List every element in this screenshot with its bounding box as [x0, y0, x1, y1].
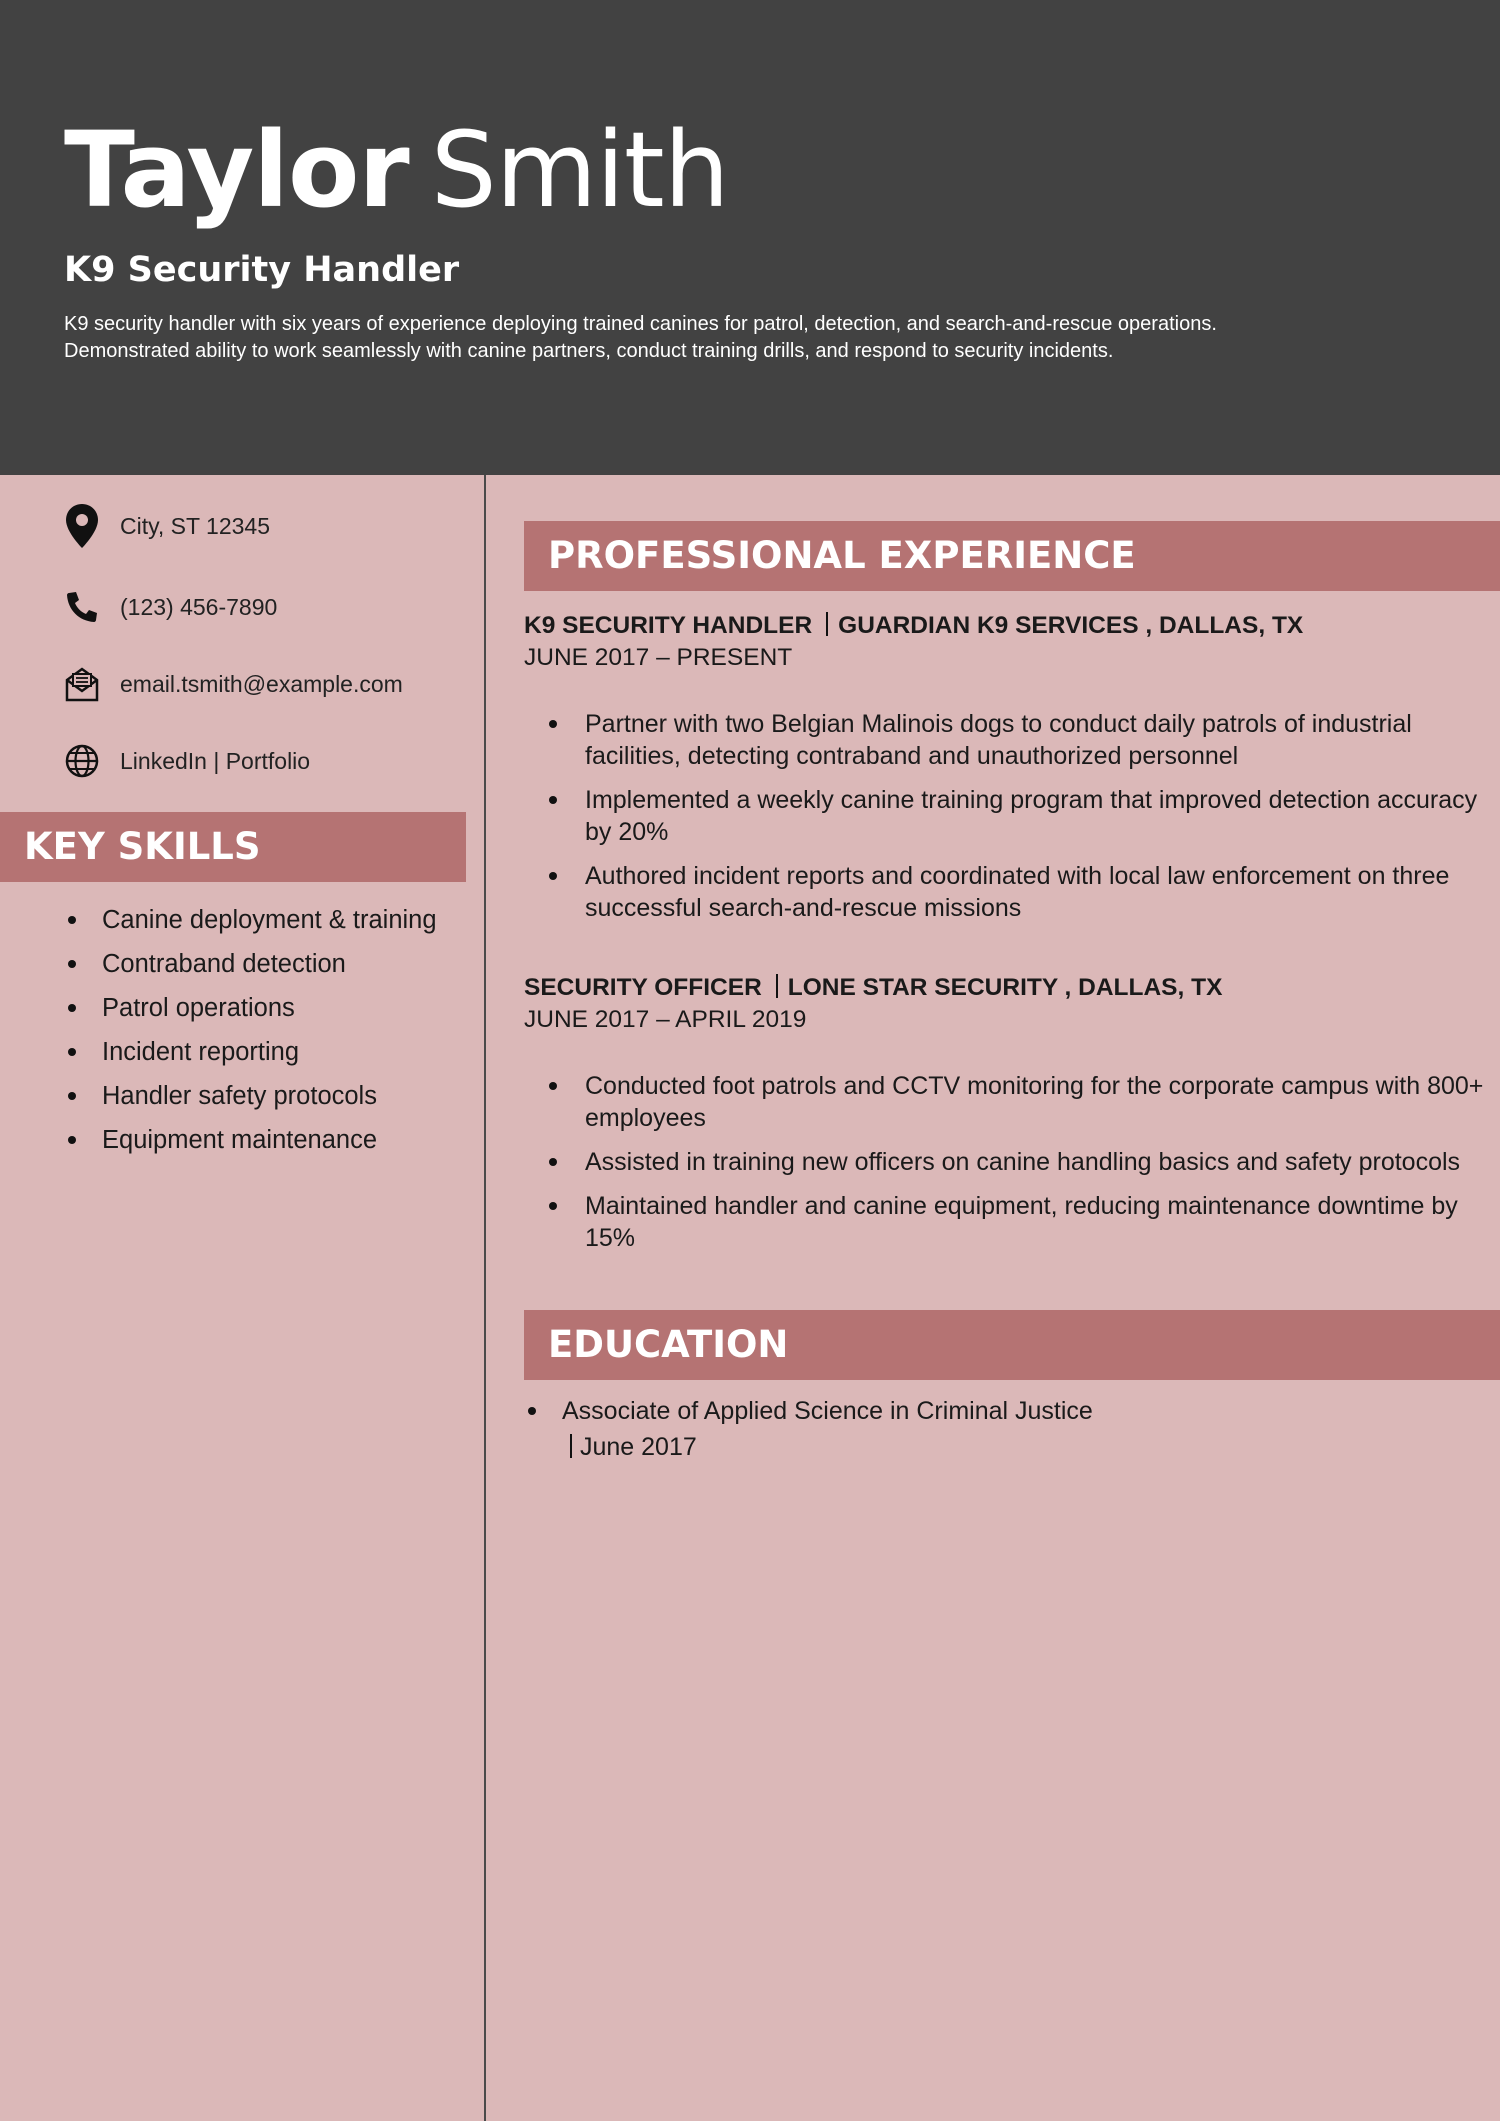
education-degree: Associate of Applied Science in Criminal Justice [524, 1393, 1484, 1429]
job-header [524, 972, 1484, 1004]
job-dates: JUNE 2017 – PRESENT [524, 644, 793, 671]
key-skills-heading: KEY SKILLS [0, 812, 466, 882]
contact-location [64, 502, 270, 550]
summary-line: Demonstrated ability to work seamlessly with canine partners, conduct training drills, and respond to security incidents. [64, 340, 1114, 362]
job-bullets [524, 1070, 1484, 1266]
job-bullet: Conducted foot patrols and CCTV monitoring for the corporate campus with 800+ employees [524, 1070, 1484, 1134]
job-bullet: Partner with two Belgian Malinois dogs to conduct daily patrols of industrial facilities, detecting contraband and unauthorized personnel [524, 708, 1484, 772]
job-bullet: Maintained handler and canine equipment, reducing maintenance downtime by 15% [524, 1190, 1484, 1254]
job-title: K9 Security Handler [64, 250, 460, 290]
first-name: Taylor [64, 109, 409, 231]
separator [776, 974, 778, 998]
skill-item: Patrol operations [64, 986, 464, 1030]
column-divider [484, 475, 486, 2121]
education-date-row [524, 1429, 1484, 1465]
job-header [524, 610, 1484, 642]
job-position: K9 SECURITY HANDLER [524, 612, 813, 639]
contact-links [64, 737, 310, 785]
job-dates: JUNE 2017 – APRIL 2019 [524, 1006, 807, 1033]
mail-icon [64, 662, 100, 706]
location-text: City, ST 12345 [120, 512, 271, 539]
job-entry [524, 610, 1484, 922]
education-entry [524, 1393, 1484, 1465]
education-heading: EDUCATION [524, 1310, 1500, 1380]
skill-item: Incident reporting [64, 1030, 464, 1074]
phone-text: (123) 456-7890 [120, 593, 278, 620]
links-text: LinkedIn | Portfolio [120, 747, 311, 774]
job-bullet: Assisted in training new officers on canine handling basics and safety protocols [524, 1146, 1484, 1178]
skill-item: Contraband detection [64, 942, 464, 986]
contact-email [64, 660, 403, 708]
separator [826, 612, 828, 636]
summary [64, 311, 1444, 365]
job-position: SECURITY OFFICER [524, 974, 762, 1001]
contact-phone [64, 583, 277, 631]
skill-item: Canine deployment & training [64, 898, 464, 942]
job-company: LONE STAR SECURITY , DALLAS, TX [787, 974, 1223, 1001]
experience-heading: PROFESSIONAL EXPERIENCE [524, 521, 1500, 591]
phone-icon [64, 585, 100, 629]
candidate-name [64, 100, 729, 240]
last-name: Smith [430, 109, 729, 231]
job-entry [524, 972, 1484, 1252]
education-date: June 2017 [580, 1433, 697, 1461]
skill-item: Equipment maintenance [64, 1118, 464, 1162]
job-bullet: Implemented a weekly canine training program that improved detection accuracy by 20% [524, 784, 1484, 848]
job-bullet: Authored incident reports and coordinated with local law enforcement on three successful search-and-rescue missions [524, 860, 1484, 924]
skills-list [64, 898, 464, 1162]
header [0, 0, 1500, 475]
globe-icon [64, 739, 100, 783]
job-bullets [524, 708, 1484, 936]
job-company: GUARDIAN K9 SERVICES , DALLAS, TX [838, 612, 1304, 639]
summary-line: K9 security handler with six years of experience deploying trained canines for patrol, detection, and search-and-rescue operations. [64, 313, 1217, 335]
skill-item: Handler safety protocols [64, 1074, 464, 1118]
location-pin-icon [64, 504, 100, 548]
email-text: email.tsmith@example.com [120, 670, 403, 697]
separator [570, 1434, 572, 1458]
